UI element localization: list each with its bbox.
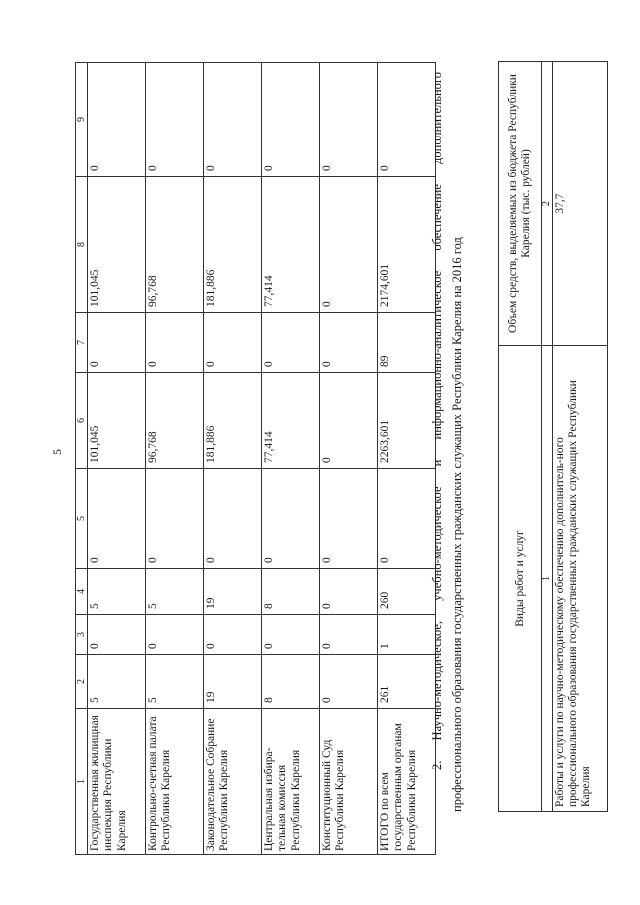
column-number: 1 (542, 346, 553, 812)
value-cell: 0 (146, 469, 204, 569)
column-number: 2 (542, 62, 553, 346)
value-cell: 0 (320, 615, 378, 655)
budget-amount-cell: 37,7 (553, 62, 608, 346)
column-number: 9 (76, 63, 88, 177)
value-cell: 0 (378, 63, 436, 177)
page-number: 5 (50, 449, 64, 455)
agency-name-cell: ИТОГО по всем государственным органам Республики Карелия (378, 709, 436, 855)
value-cell: 0 (204, 313, 262, 373)
value-cell: 0 (320, 177, 378, 313)
column-number: 8 (76, 177, 88, 313)
agency-table (75, 62, 436, 855)
value-cell: 0 (88, 63, 146, 177)
agency-name-cell: Законодательное Собрание Республики Карелия (204, 709, 262, 855)
value-cell: 0 (320, 469, 378, 569)
value-cell: 0 (320, 63, 378, 177)
agency-name-cell: Конституционный Суд Республики Карелия (320, 709, 378, 855)
value-cell: 77,414 (262, 373, 320, 469)
value-cell: 0 (88, 313, 146, 373)
value-cell: 1 (378, 615, 436, 655)
value-cell: 0 (204, 63, 262, 177)
value-cell: 5 (88, 569, 146, 615)
value-cell: 0 (146, 313, 204, 373)
value-cell: 5 (146, 655, 204, 709)
value-cell: 181,886 (204, 177, 262, 313)
value-cell: 77,414 (262, 177, 320, 313)
column-number-row (76, 63, 88, 855)
value-cell: 0 (146, 615, 204, 655)
value-cell: 8 (262, 569, 320, 615)
column-number: 6 (76, 373, 88, 469)
column-number: 5 (76, 469, 88, 569)
value-cell: 0 (204, 615, 262, 655)
agency-name-cell: Центральная избира-тельная комиссия Республики Карелия (262, 709, 320, 855)
value-cell: 0 (320, 373, 378, 469)
value-cell: 5 (146, 569, 204, 615)
value-cell: 2263,601 (378, 373, 436, 469)
value-cell: 0 (262, 615, 320, 655)
value-cell: 0 (262, 469, 320, 569)
value-cell: 0 (204, 469, 262, 569)
table-row (88, 63, 146, 855)
value-cell: 260 (378, 569, 436, 615)
agency-name-cell: Контрольно-счетная палата Республики Карелия (146, 709, 204, 855)
header-budget-amount: Объем средств, выделяемых из бюджета Республики Карелия (тыс. рублей) (499, 62, 542, 346)
value-cell: 96,768 (146, 177, 204, 313)
header-work-types: Виды работ и услуг (499, 346, 542, 812)
value-cell: 0 (88, 469, 146, 569)
column-number: 4 (76, 569, 88, 615)
value-cell: 96,768 (146, 373, 204, 469)
value-cell: 89 (378, 313, 436, 373)
section-paragraph: 2. Научно-методическое, учебно-методическое и информационно-аналитическое обеспечение дополнительного профессионального образования государственных гражданских служащих Республики Карелия на 2016 год (430, 72, 464, 812)
value-cell: 8 (262, 655, 320, 709)
column-number: 1 (76, 709, 88, 855)
work-description-cell: Работы и услуги по научно-методическому обеспечению дополнитель-ного профессионального образования государственных гражданских служащих Республики Карелия (553, 346, 608, 812)
value-cell: 5 (88, 655, 146, 709)
value-cell: 0 (320, 569, 378, 615)
value-cell: 101,045 (88, 373, 146, 469)
budget-table (498, 61, 608, 812)
value-cell: 19 (204, 569, 262, 615)
value-cell: 19 (204, 655, 262, 709)
value-cell: 0 (262, 313, 320, 373)
value-cell: 101,045 (88, 177, 146, 313)
value-cell: 0 (378, 469, 436, 569)
value-cell: 0 (262, 63, 320, 177)
value-cell: 181,886 (204, 373, 262, 469)
column-number: 7 (76, 313, 88, 373)
value-cell: 0 (320, 313, 378, 373)
agency-name-cell: Государственная жилищная инспекция Республики Карелия (88, 709, 146, 855)
value-cell: 261 (378, 655, 436, 709)
column-number: 3 (76, 615, 88, 655)
column-number: 2 (76, 655, 88, 709)
value-cell: 0 (88, 615, 146, 655)
value-cell: 0 (146, 63, 204, 177)
table-row (262, 63, 320, 855)
value-cell: 2174,601 (378, 177, 436, 313)
value-cell: 0 (320, 655, 378, 709)
table-row (146, 63, 204, 855)
table-row (320, 63, 378, 855)
table-row (204, 63, 262, 855)
